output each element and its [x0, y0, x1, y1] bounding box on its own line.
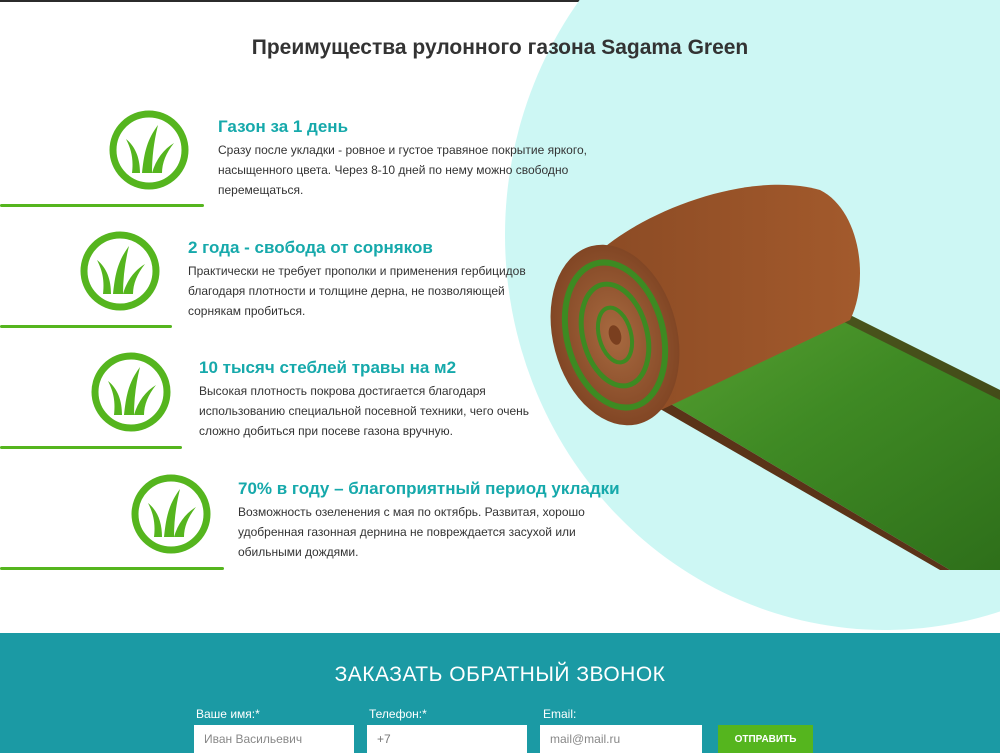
- grass-icon: [106, 107, 192, 193]
- phone-input[interactable]: [367, 725, 527, 753]
- name-input[interactable]: [194, 725, 354, 753]
- phone-label: Телефон:*: [369, 707, 427, 721]
- feature-text: Сразу после укладки - ровное и густое травяное покрытие яркого, насыщенного цвета. Через 8-10 дней по нему можно свободно перемещаться.: [218, 143, 587, 197]
- feature-heading: 70% в году – благоприятный период укладки: [238, 479, 620, 498]
- feature-underline: [0, 446, 182, 449]
- feature-heading: Газон за 1 день: [218, 117, 349, 136]
- grass-icon: [128, 471, 214, 557]
- grass-icon: [77, 228, 163, 314]
- feature-underline: [0, 204, 204, 207]
- feature-text: Возможность озеленения с мая по октябрь. Развитая, хорошо удобренная газонная дернина не повреждается засухой или обильными дождями.: [238, 505, 585, 559]
- feature-heading: 10 тысяч стеблей травы на м2: [199, 358, 457, 377]
- page-title: Преимущества рулонного газона Sagama Green: [251, 36, 749, 59]
- name-label: Ваше имя:*: [196, 707, 260, 721]
- feature-text: Высокая плотность покрова достигается благодаря использованию специальной посевной техники, чего очень сложно добиться при посеве газона вручную.: [199, 384, 530, 438]
- submit-button[interactable]: ОТПРАВИТЬ: [718, 725, 813, 753]
- email-input[interactable]: [540, 725, 702, 753]
- feature-underline: [0, 325, 172, 328]
- feature-text: Практически не требует прополки и применения гербицидов благодаря плотности и толщине дерна, не позволяющей сорнякам пробиться.: [188, 264, 526, 318]
- email-label: Email:: [543, 707, 577, 721]
- grass-icon: [88, 349, 174, 435]
- feature-underline: [0, 567, 224, 570]
- feature-heading: 2 года - свобода от сорняков: [188, 238, 433, 257]
- callback-form-title: ЗАКАЗАТЬ ОБРАТНЫЙ ЗВОНОК: [334, 663, 666, 686]
